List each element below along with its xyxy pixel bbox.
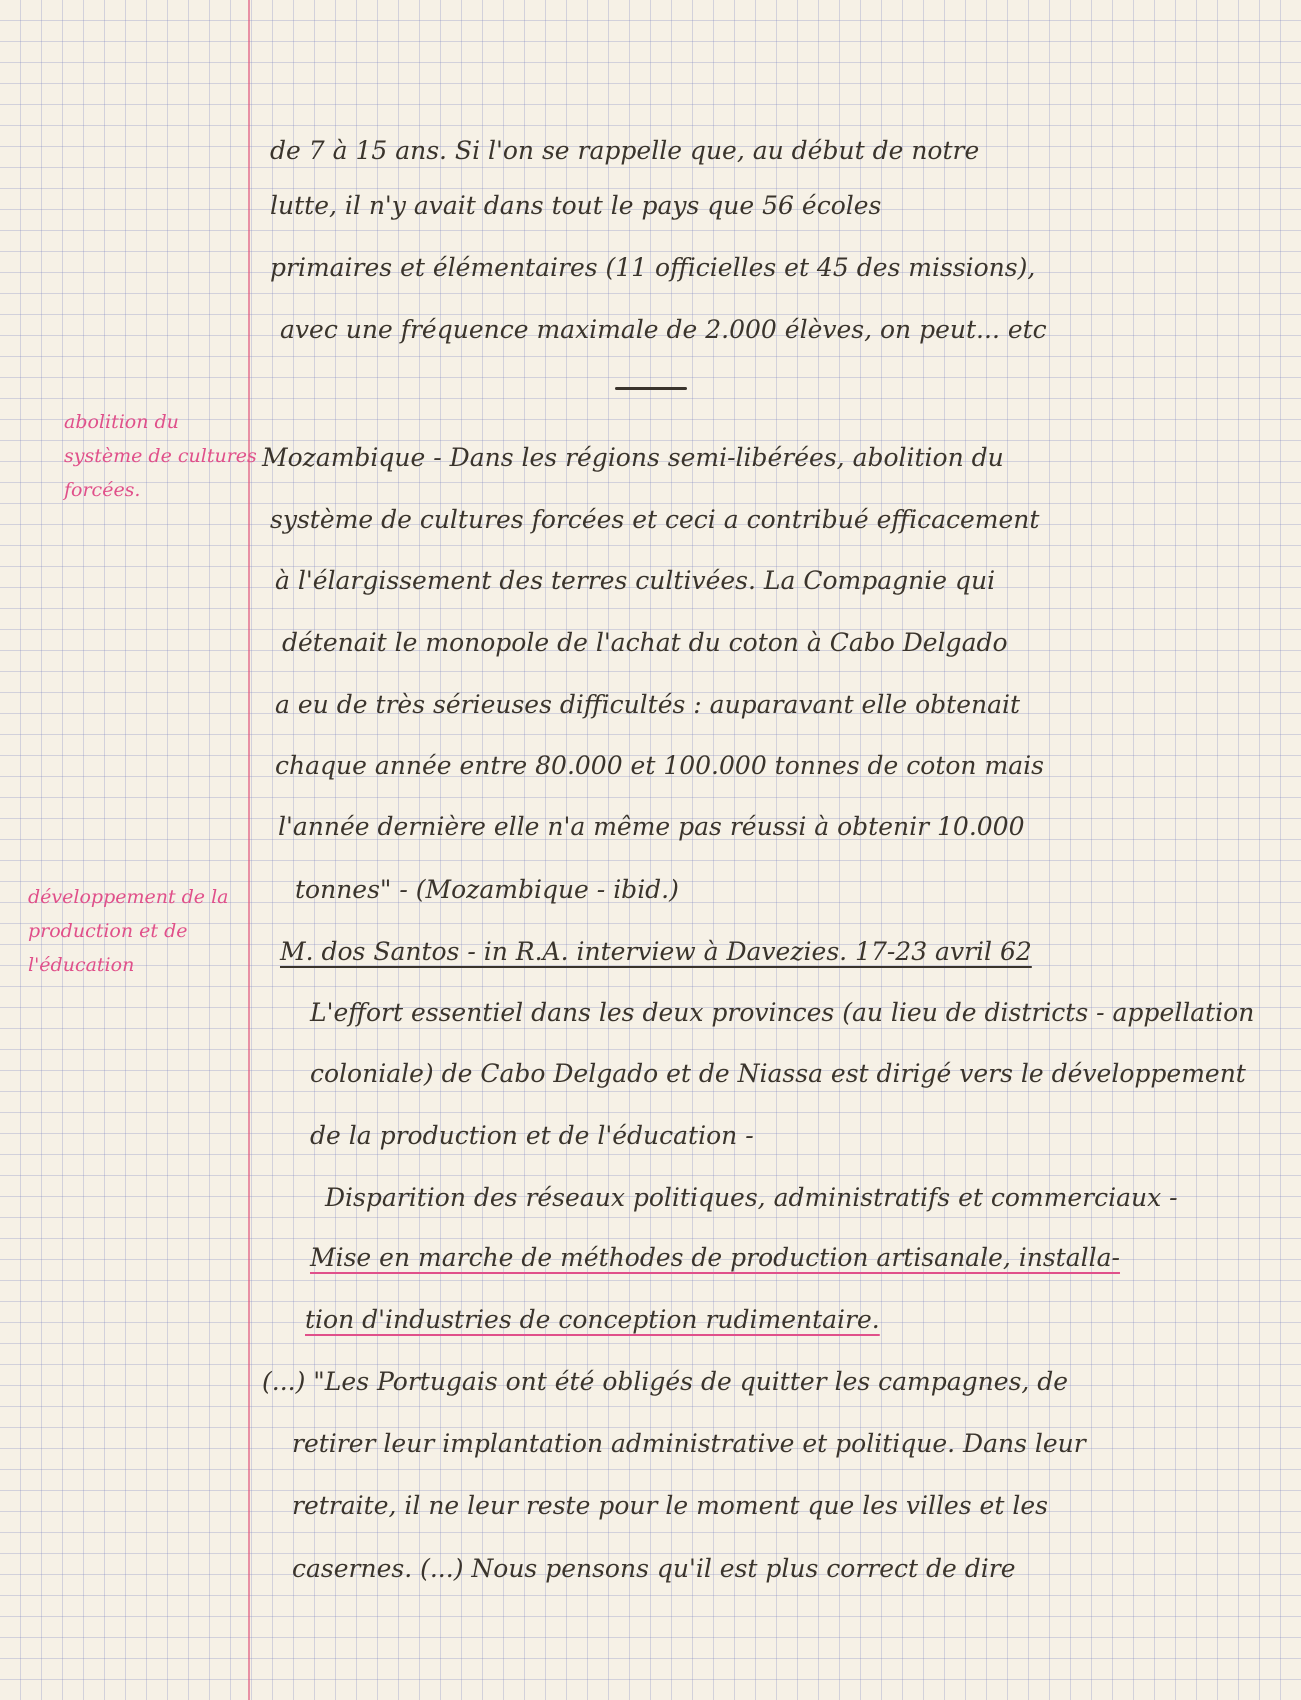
text-line: de la production et de l'éducation - (310, 1121, 754, 1150)
margin-note-line: abolition du (64, 411, 179, 433)
margin-note-line: développement de la (28, 886, 229, 908)
text-line: Disparition des réseaux politiques, administratifs et commerciaux - (325, 1183, 1178, 1212)
text-line: chaque année entre 80.000 et 100.000 tonnes de coton mais (275, 751, 1044, 780)
text-line: (...) "Les Portugais ont été obligés de quitter les campagnes, de (262, 1367, 1069, 1396)
text-line-highlighted: tion d'industries de conception rudimentaire. (305, 1305, 880, 1334)
text-line: primaires et élémentaires (11 officielles et 45 des missions), (270, 253, 1036, 282)
text-line: coloniale) de Cabo Delgado et de Niassa est dirigé vers le développement (310, 1059, 1246, 1088)
margin-note-line: système de cultures (64, 445, 257, 467)
margin-note-line: l'éducation (28, 954, 135, 976)
text-line: Mozambique - Dans les régions semi-libérées, abolition du (262, 443, 1004, 472)
text-line: retirer leur implantation administrative et politique. Dans leur (292, 1429, 1086, 1458)
text-line: L'effort essentiel dans les deux provinces (au lieu de districts - appellation (310, 998, 1255, 1027)
text-line: tonnes" - (Mozambique - ibid.) (295, 875, 679, 904)
text-line: l'année dernière elle n'a même pas réussi à obtenir 10.000 (278, 812, 1025, 841)
margin-note-line: forcées. (64, 479, 141, 501)
text-line: casernes. (...) Nous pensons qu'il est plus correct de dire (292, 1554, 1016, 1583)
text-line: avec une fréquence maximale de 2.000 élèves, on peut... etc (280, 315, 1047, 344)
section-divider (615, 387, 687, 390)
text-line: détenait le monopole de l'achat du coton à Cabo Delgado (282, 628, 1008, 657)
text-line: lutte, il n'y avait dans tout le pays que 56 écoles (270, 191, 882, 220)
text-line: de 7 à 15 ans. Si l'on se rappelle que, au début de notre (270, 136, 980, 165)
text-line: système de cultures forcées et ceci a contribué efficacement (270, 505, 1040, 534)
text-line: a eu de très sérieuses difficultés : auparavant elle obtenait (275, 690, 1021, 719)
text-line: à l'élargissement des terres cultivées. La Compagnie qui (275, 566, 996, 595)
text-line: retraite, il ne leur reste pour le moment que les villes et les (292, 1491, 1048, 1520)
source-citation: M. dos Santos - in R.A. interview à Davezies. 17-23 avril 62 (280, 937, 1032, 966)
margin-note-line: production et de (28, 920, 188, 942)
text-line-highlighted: Mise en marche de méthodes de production artisanale, installa- (310, 1243, 1120, 1272)
